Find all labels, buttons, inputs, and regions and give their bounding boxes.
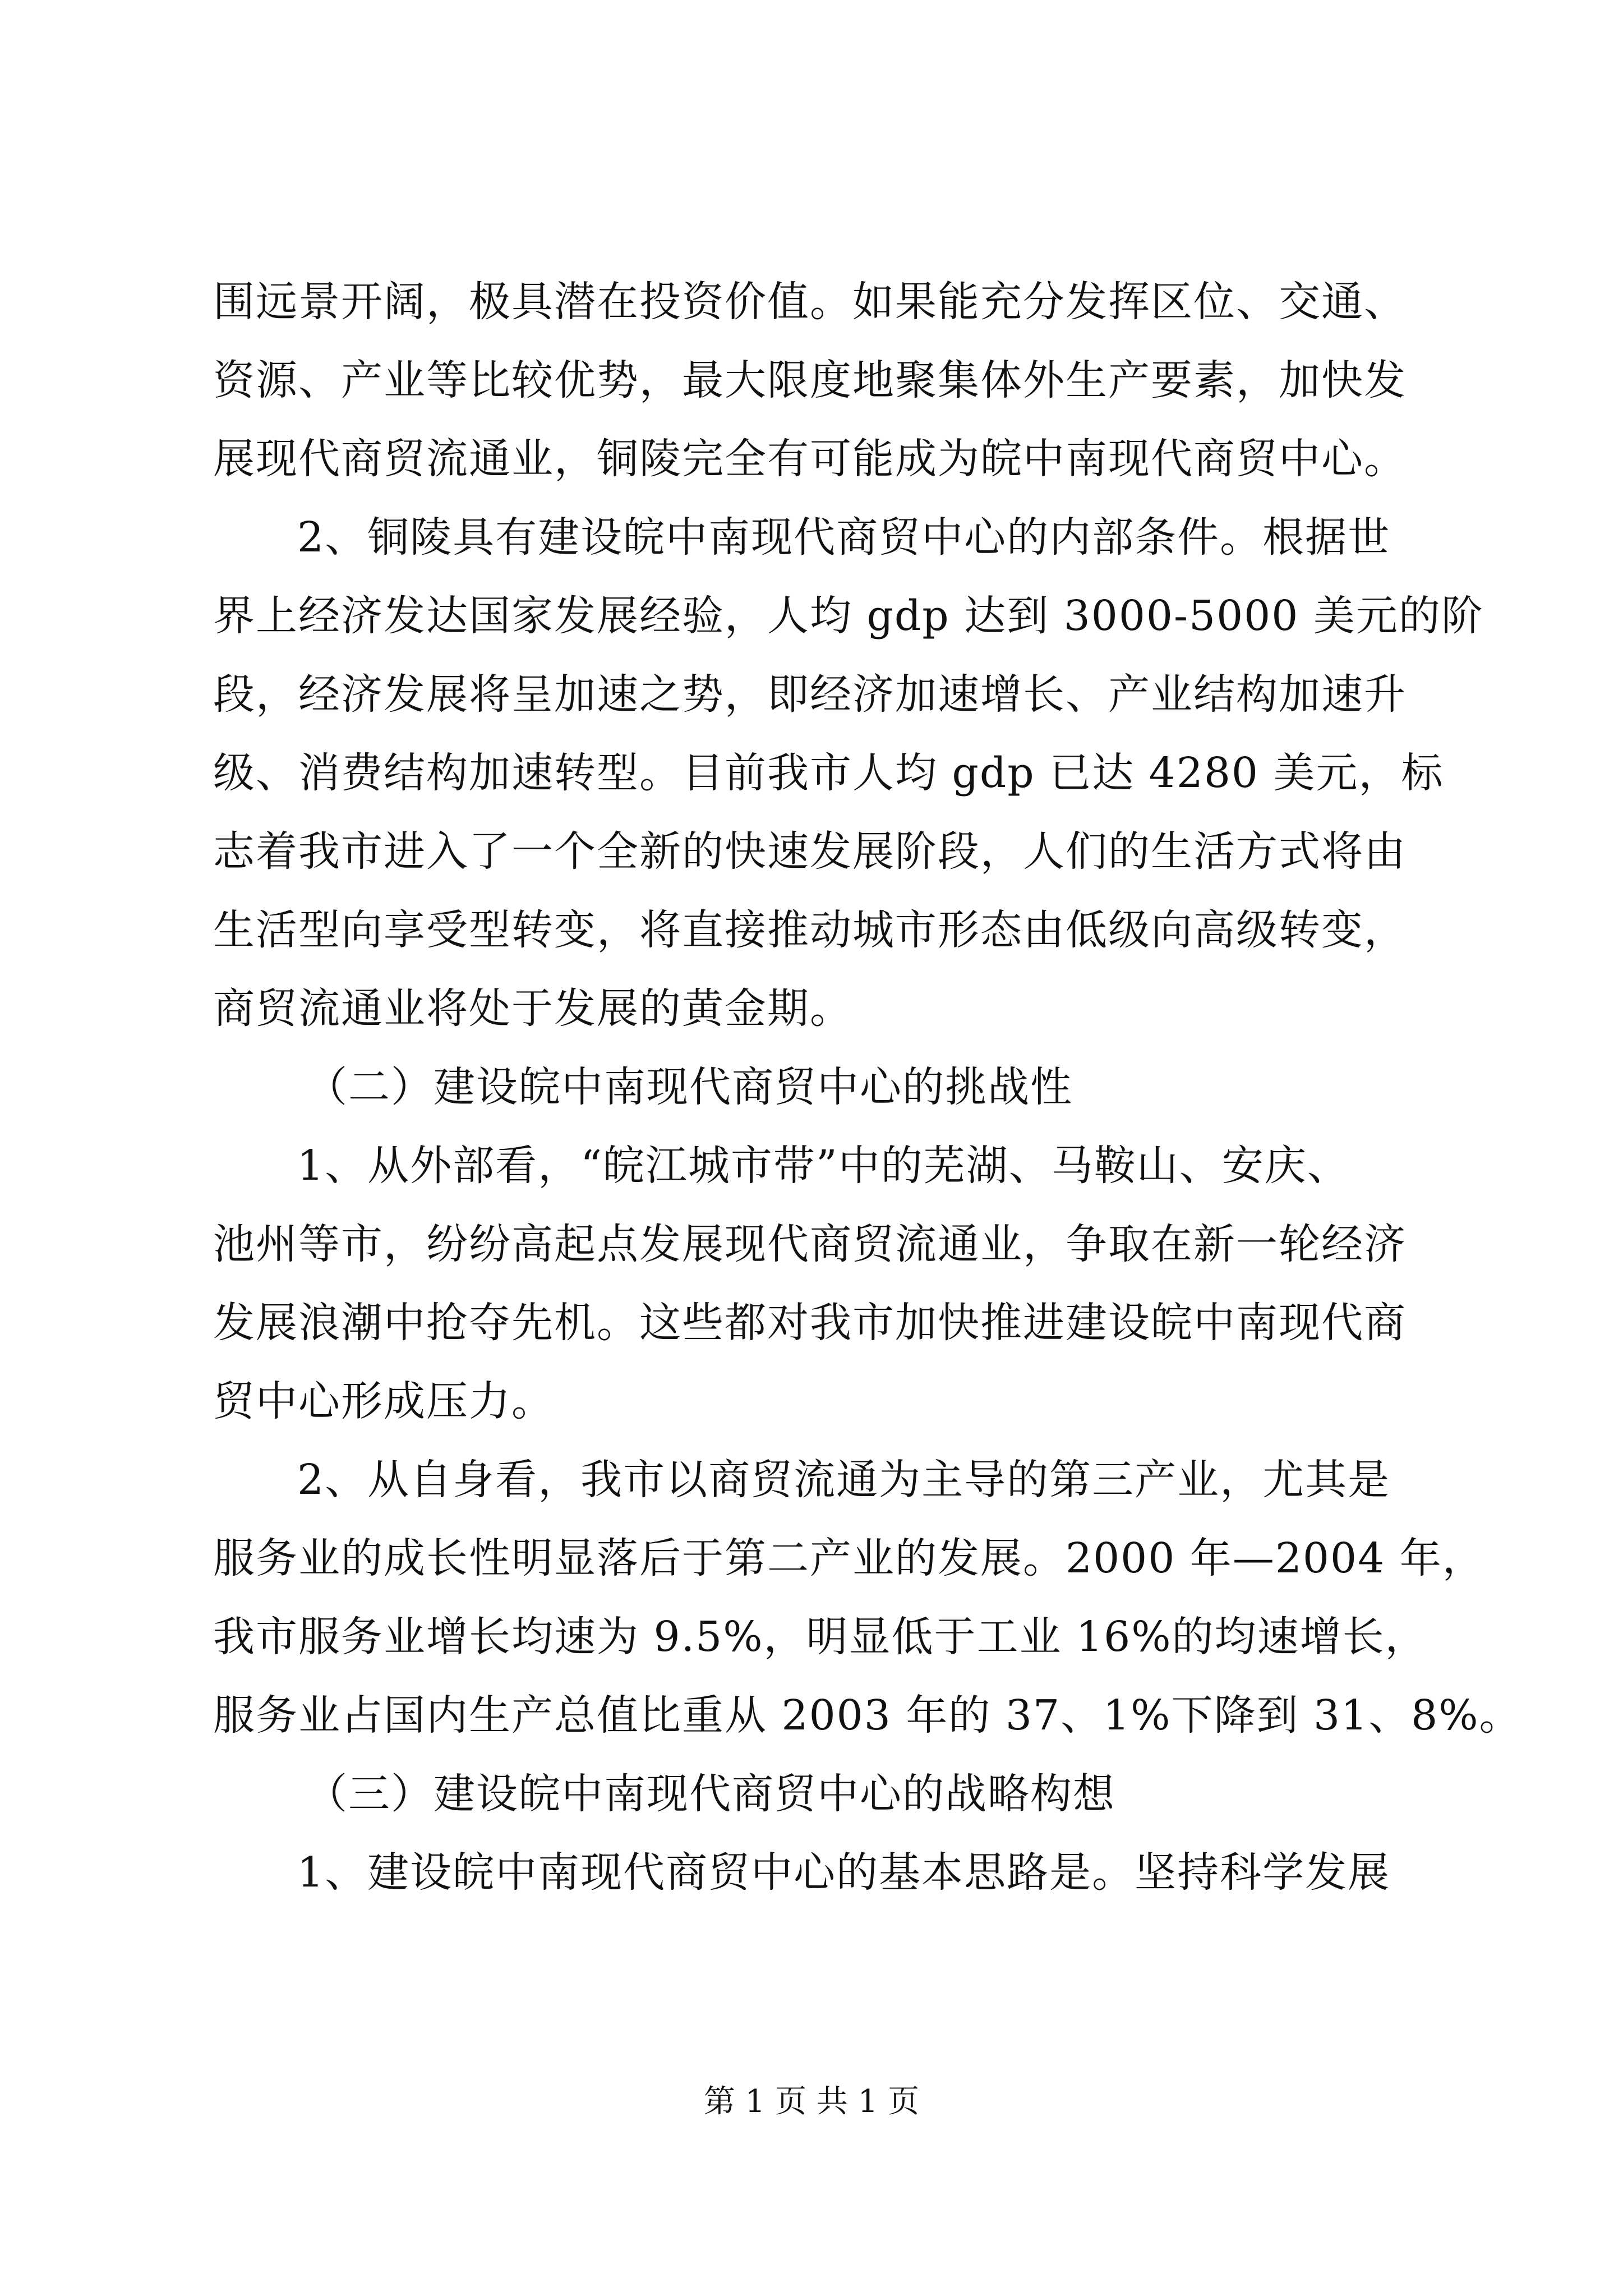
paragraph-line: 服务业的成长性明显落后于第二产业的发展。2000 年—2004 年， [213, 1534, 1485, 1582]
paragraph-line: 2、从自身看，我市以商贸流通为主导的第三产业，尤其是 [297, 1456, 1391, 1504]
paragraph-line: 1、从外部看，“皖江城市带”中的芜湖、马鞍山、安庆、 [297, 1142, 1350, 1190]
paragraph-line: 生活型向享受型转变，将直接推动城市形态由低级向高级转变， [213, 906, 1407, 954]
paragraph-line: 1、建设皖中南现代商贸中心的基本思路是。坚持科学发展 [297, 1848, 1391, 1897]
paragraph-line: 我市服务业增长均速为 9.5%，明显低于工业 16%的均速增长， [213, 1613, 1428, 1661]
page-footer: 第 1 页 共 1 页 [703, 2083, 920, 2120]
paragraph-line: 池州等市，纷纷高起点发展现代商贸流通业，争取在新一轮经济 [213, 1220, 1407, 1268]
document-body [213, 263, 1522, 1912]
paragraph-line: 资源、产业等比较优势，最大限度地聚集体外生产要素，加快发 [213, 356, 1407, 404]
paragraph-line: 围远景开阔，极具潜在投资价值。如果能充分发挥区位、交通、 [213, 278, 1407, 326]
section-heading: （二）建设皖中南现代商贸中心的挑战性 [306, 1063, 1073, 1111]
paragraph-line: 服务业占国内生产总值比重从 2003 年的 37、1%下降到 31、8%。 [213, 1691, 1522, 1740]
paragraph-line: 商贸流通业将处于发展的黄金期。 [213, 984, 852, 1033]
paragraph-line: 界上经济发达国家发展经验，人均 gdp 达到 3000-5000 美元的阶 [213, 592, 1484, 640]
paragraph-line: 级、消费结构加速转型。目前我市人均 gdp 已达 4280 美元，标 [213, 749, 1444, 797]
paragraph-line: 段，经济发展将呈加速之势，即经济加速增长、产业结构加速升 [213, 670, 1407, 719]
section-heading: （三）建设皖中南现代商贸中心的战略构想 [306, 1770, 1115, 1818]
paragraph-line: 志着我市进入了一个全新的快速发展阶段，人们的生活方式将由 [213, 827, 1407, 876]
paragraph-line: 2、铜陵具有建设皖中南现代商贸中心的内部条件。根据世 [297, 513, 1391, 562]
paragraph-line: 发展浪潮中抢夺先机。这些都对我市加快推进建设皖中南现代商 [213, 1299, 1407, 1347]
paragraph-line: 贸中心形成压力。 [213, 1377, 554, 1425]
paragraph-line: 展现代商贸流通业，铜陵完全有可能成为皖中南现代商贸中心。 [213, 435, 1407, 483]
